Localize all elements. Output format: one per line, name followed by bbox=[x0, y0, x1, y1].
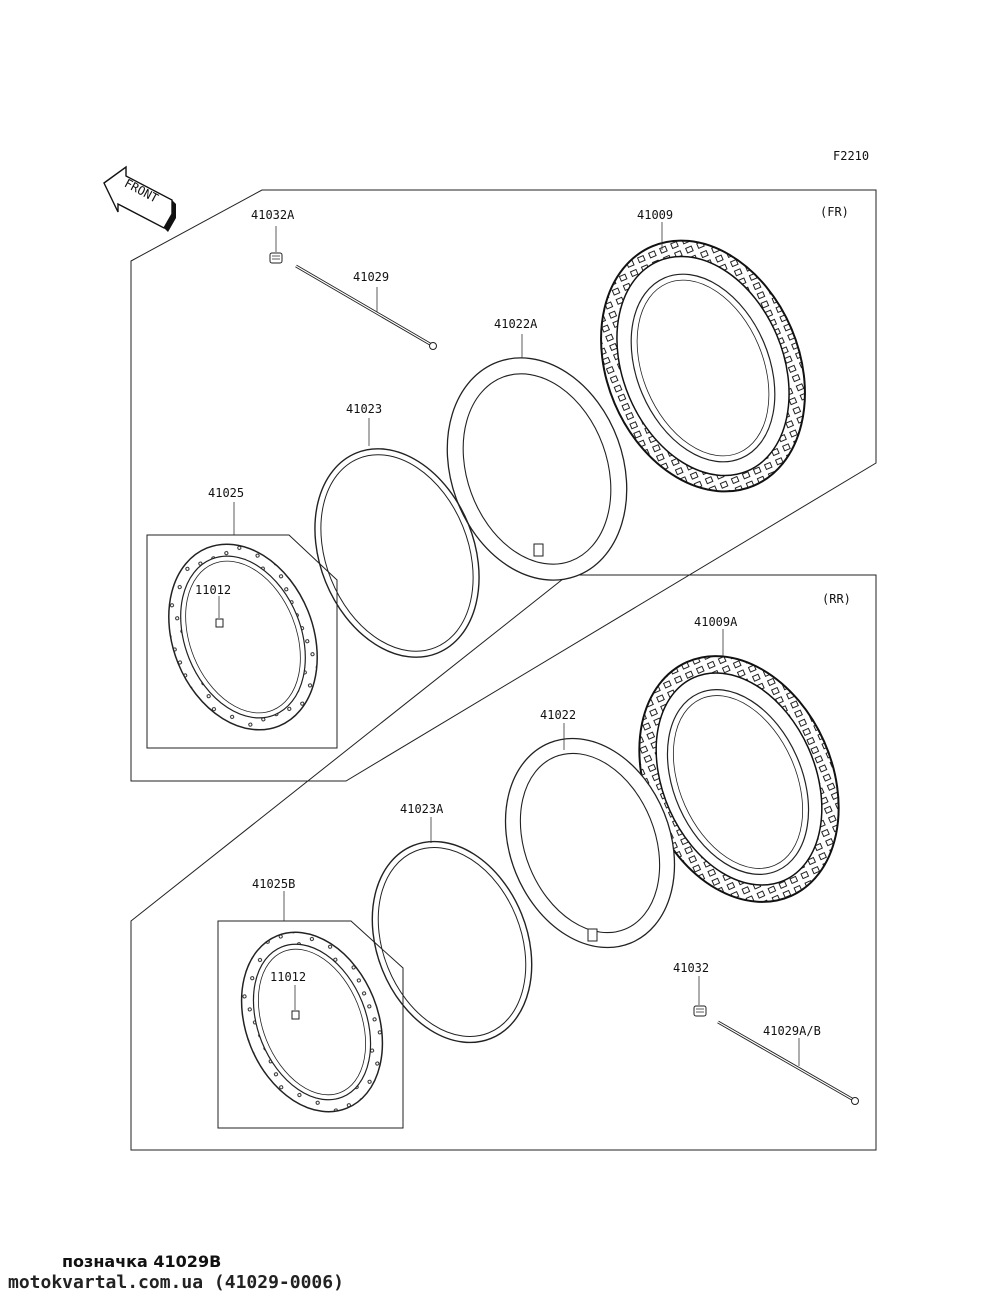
footer-note: позначка 41029B bbox=[62, 1252, 222, 1271]
label-fr-valve: 41032A bbox=[251, 208, 295, 222]
label-rr-tube: 41022 bbox=[540, 708, 577, 722]
diagram-code: F2210 bbox=[833, 149, 870, 163]
rear-nipple-icon bbox=[292, 1011, 299, 1019]
rear-section-label: (RR) bbox=[822, 592, 851, 606]
label-fr-tube: 41022A bbox=[494, 317, 538, 331]
front-arrow-icon bbox=[104, 167, 176, 232]
label-rr-tire: 41009A bbox=[694, 615, 738, 629]
rear-valve-cap-icon bbox=[694, 1006, 706, 1016]
label-fr-spoke: 41029 bbox=[353, 270, 390, 284]
label-rr-rim: 41025B bbox=[252, 877, 296, 891]
label-rr-nipple: 11012 bbox=[270, 970, 307, 984]
footer-site: motokvartal.com.ua (41029-0006) bbox=[8, 1272, 344, 1293]
front-valve-cap-icon bbox=[270, 253, 282, 263]
front-rim-icon bbox=[142, 522, 344, 752]
front-arrow-label: FRONT bbox=[122, 176, 161, 206]
label-rr-band: 41023A bbox=[400, 802, 444, 816]
rear-rim-icon bbox=[216, 911, 408, 1133]
label-fr-rim: 41025 bbox=[208, 486, 245, 500]
front-section-label: (FR) bbox=[820, 205, 849, 219]
label-fr-nipple: 11012 bbox=[195, 583, 232, 597]
label-rr-valve: 41032 bbox=[673, 961, 710, 975]
label-fr-tire: 41009 bbox=[637, 208, 674, 222]
label-rr-spoke: 41029A/B bbox=[763, 1024, 821, 1038]
front-nipple-icon bbox=[216, 619, 223, 627]
label-fr-band: 41023 bbox=[346, 402, 383, 416]
